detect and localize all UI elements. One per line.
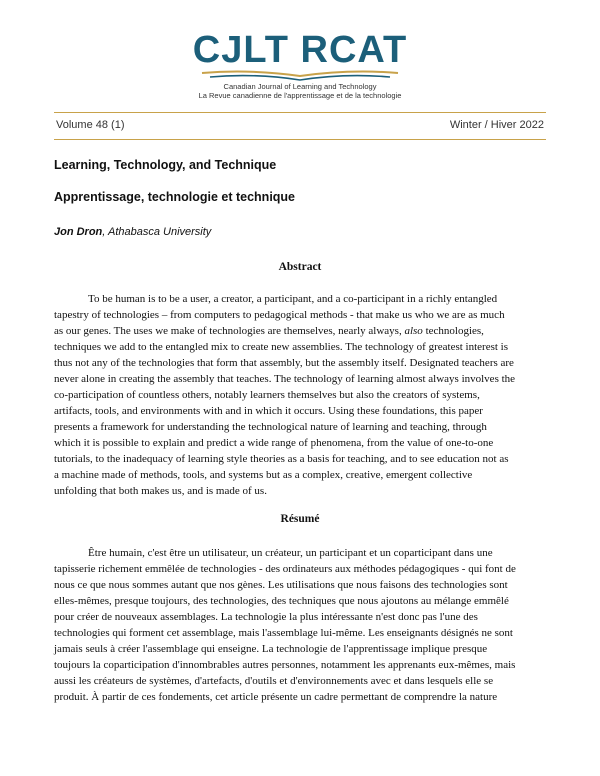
abstract-line: unfolding that both makes us, and is made of us.: [54, 485, 267, 497]
abstract-line: co-participation of countless others, notably learners themselves but also the creators of systems,: [54, 389, 480, 401]
abstract-line: artifacts, tools, and environments with and in which it occurs. Using these foundations, this paper: [54, 405, 483, 417]
abstract-line: presents a framework for understanding the technological nature of learning and teaching, through: [54, 421, 487, 433]
resume-body: [54, 545, 546, 705]
author-line: [54, 226, 211, 238]
abstract-line: To be human is to be a user, a creator, a participant, and a co-participant in a richly entangled: [88, 293, 498, 305]
article-title-fr: Apprentissage, technologie et technique: [54, 190, 296, 204]
abstract-line: a machine made of methods, tools, and systems but as a complex, creative, emergent collective: [54, 469, 473, 481]
abstract-line: as our genes. The uses we make of technologies are themselves, nearly always, also technologies,: [54, 325, 484, 337]
author-affiliation: , Athabasca University: [102, 226, 212, 238]
open-book-icon: [200, 70, 400, 82]
volume-label: Volume 48 (1): [56, 119, 125, 131]
abstract-line: tutorials, to the inadequacy of learning style theories as a basis for teaching, and to see education not as: [54, 453, 509, 465]
issue-header: [54, 112, 546, 140]
abstract-line: never alone in creating the assembly that teaches. The technology of learning almost always involves the: [54, 373, 516, 385]
abstract-line: which it is possible to explain and predict a wide range of phenomena, from the value of one-to-one: [54, 437, 494, 449]
abstract-heading: Abstract: [278, 261, 322, 273]
abstract-line: tapestry of technologies – from computers to pedagogical methods - that make us who we are as much: [54, 309, 505, 321]
resume-line: Être humain, c'est être un utilisateur, un créateur, un participant et un coparticipant dans une: [88, 547, 493, 559]
abstract-line: techniques we add to the entangled mix to create new assemblies. The technology of greatest interest is: [54, 341, 509, 353]
journal-subtitle-en: Canadian Journal of Learning and Technology: [223, 82, 377, 91]
resume-line: produit. À partir de ces fondements, cet article présente un cadre permettant de comprendre la nature: [54, 691, 498, 703]
resume-line: nous ce que nous sommes autant que nos gènes. Les utilisations que nous faisons des technologies sont: [54, 579, 508, 591]
resume-line: aussi les créateurs de systèmes, d'artefacts, d'outils et d'environnements avec et dans lesquels elle se: [54, 675, 494, 687]
article-title-en: Learning, Technology, and Technique: [54, 158, 277, 172]
resume-line: elles-mêmes, presque toujours, des technologies, des techniques que nous ajoutons au mélange emmêlé: [54, 595, 509, 607]
logo-text: CJLT RCAT: [192, 29, 408, 71]
resume-line: tapisserie richement emmêlée de technologies - des ordinateurs aux méthodes pédagogiques - qui font de: [54, 563, 516, 575]
journal-subtitle-fr: La Revue canadienne de l'apprentissage et de la technologie: [198, 91, 402, 100]
abstract-italic-word: also: [404, 325, 423, 337]
resume-line: technologies qui forment cet assemblage, mais l'assemblage lui-même. Les enseignants désignés ne sont: [54, 627, 513, 639]
abstract-body: [54, 291, 546, 499]
abstract-line: thus not any of the technologies that form that assembly, but the assembly itself. Designated teachers are: [54, 357, 514, 369]
resume-heading: Résumé: [280, 513, 320, 525]
season-label: Winter / Hiver 2022: [449, 119, 544, 131]
author-name: Jon Dron: [54, 226, 103, 238]
resume-line: pour créer de nouveaux assemblages. La technologie la plus intéressante n'est donc pas l'une des: [54, 611, 478, 623]
resume-line: toujours la coparticipation d'innombrables autres personnes, notamment les apprenants eux-mêmes, mais: [54, 659, 516, 671]
resume-line: jamais seuls à créer l'assemblage qui enseigne. La technologie de l'apprentissage implique presque: [54, 643, 488, 655]
journal-logo: [0, 30, 600, 100]
